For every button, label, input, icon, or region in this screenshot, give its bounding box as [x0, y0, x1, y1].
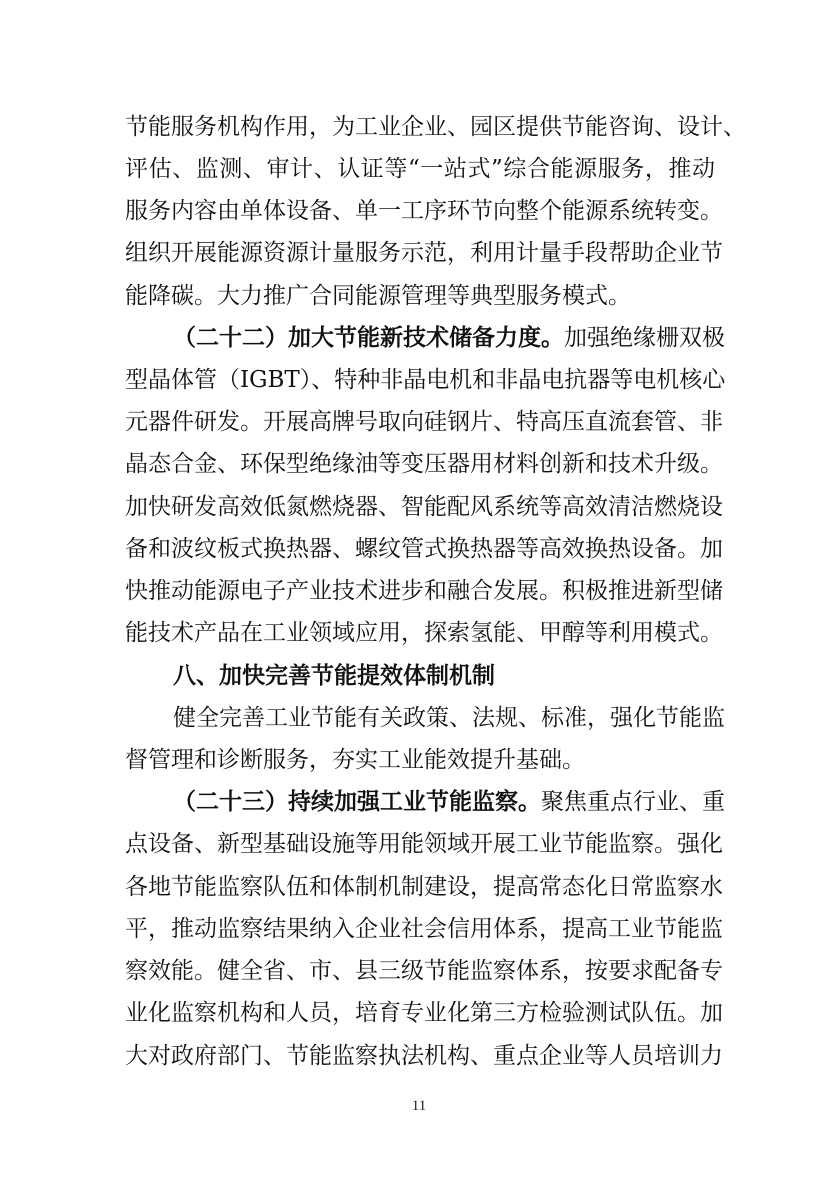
text-line: 督管理和诊断服务，夯实工业能效提升基础。 — [125, 747, 585, 773]
text-line: 业化监察机构和人员，培育专业化第三方检验测试队伍。加 — [125, 1000, 723, 1026]
text-line — [173, 318, 725, 358]
text-line: 备和波纹板式换热器、螺纹管式换热器等高效换热设备。加 — [125, 536, 723, 562]
section-heading: 八、加快完善节能提效体制机制 — [173, 663, 495, 689]
text-line: 元器件研发。开展高牌号取向硅钢片、特高压直流套管、非 — [125, 409, 723, 435]
text-line: 能技术产品在工业领域应用，探索氢能、甲醇等利用模式。 — [125, 620, 723, 646]
clause-heading-22: （二十二）加大节能新技术储备力度。 — [173, 325, 564, 351]
clause-heading-23: （二十三）持续加强工业节能监察。 — [173, 789, 541, 815]
text-run: 加强绝缘栅双极 — [564, 325, 725, 351]
text-line: 平，推动监察结果纳入企业社会信用体系，提高工业节能监 — [125, 916, 723, 942]
text-run: 聚焦重点行业、重 — [541, 789, 725, 815]
text-line: 组织开展能源资源计量服务示范，利用计量手段帮助企业节 — [125, 240, 723, 266]
text-line: 大对政府部门、节能监察执法机构、重点企业等人员培训力 — [125, 1043, 723, 1069]
text-line: 各地节能监察队伍和体制机制建设，提高常态化日常监察水 — [125, 874, 723, 900]
text-line: 晶态合金、环保型绝缘油等变压器用材料创新和技术升级。 — [125, 451, 723, 477]
text-line: 健全完善工业节能有关政策、法规、标准，强化节能监 — [173, 705, 725, 731]
text-line: 节能服务机构作用，为工业企业、园区提供节能咨询、设计、 — [125, 114, 746, 140]
text-line: 评估、监测、审计、认证等“一站式”综合能源服务，推动 — [125, 156, 715, 182]
page-number: 11 — [411, 1098, 427, 1114]
text-line — [173, 782, 725, 822]
text-line: 点设备、新型基础设施等用能领域开展工业节能监察。强化 — [125, 831, 723, 857]
text-line: 快推动能源电子产业技术进步和融合发展。积极推进新型储 — [125, 578, 723, 604]
text-line: 加快研发高效低氮燃烧器、智能配风系统等高效清洁燃烧设 — [125, 494, 723, 520]
text-line: 服务内容由单体设备、单一工序环节向整个能源系统转变。 — [125, 198, 723, 224]
text-line: 型晶体管（IGBT）、特种非晶电机和非晶电抗器等电机核心 — [125, 367, 726, 393]
text-line: 能降碳。大力推广合同能源管理等典型服务模式。 — [125, 283, 631, 309]
text-line: 察效能。健全省、市、县三级节能监察体系，按要求配备专 — [125, 958, 723, 984]
